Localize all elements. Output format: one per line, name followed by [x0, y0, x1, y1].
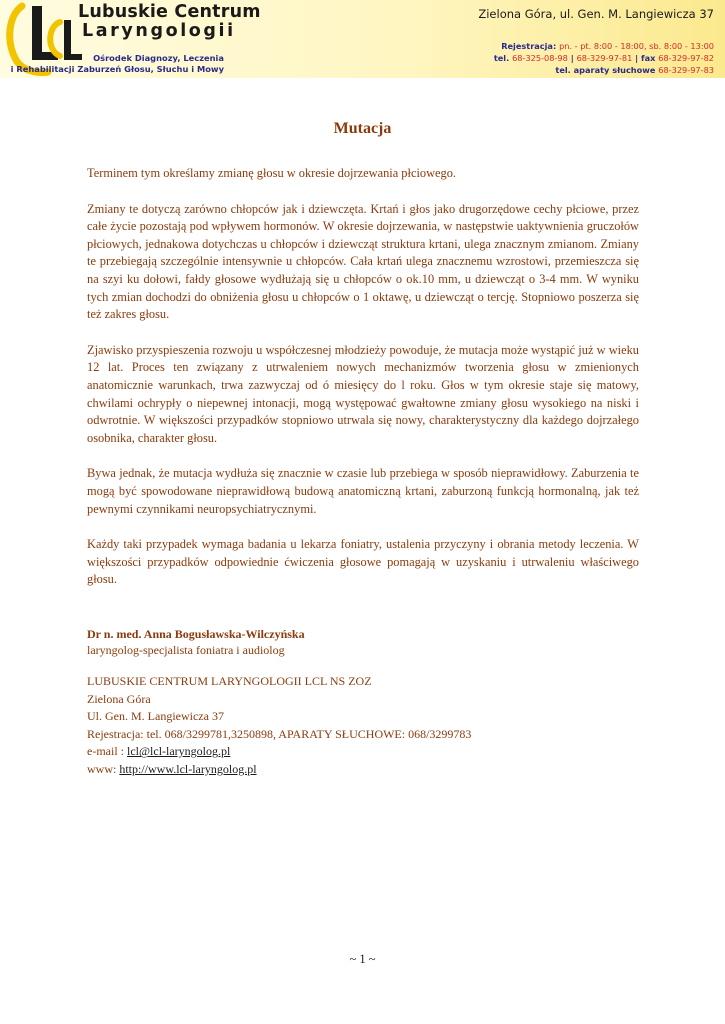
- contact-block: [87, 673, 647, 779]
- logo-description: [0, 53, 224, 75]
- registration-hours: pn. - pt. 8:00 - 18:00, sb. 8:00 - 13:00: [559, 41, 714, 51]
- hearing-aids-phone: 68-329-97-83: [658, 65, 714, 75]
- article-body: [87, 165, 639, 607]
- header-phones: [494, 53, 714, 63]
- phone-number: 68-325-08-98: [512, 53, 568, 63]
- www-label: www:: [87, 761, 120, 776]
- website-link[interactable]: http://www.lcl-laryngolog.pl: [119, 761, 257, 776]
- fax-number: 68-329-97-82: [658, 53, 714, 63]
- phone-separator: |: [570, 53, 574, 63]
- header-registration: [501, 41, 714, 51]
- registration-label: Rejestracja:: [501, 41, 557, 51]
- contact-www-line: [87, 761, 647, 779]
- author-name: Dr n. med. Anna Bogusławska-Wilczyńska: [87, 627, 305, 641]
- contact-city: Zielona Góra: [87, 691, 151, 706]
- logo-title: Lubuskie Centrum: [78, 2, 261, 22]
- header-hearing-aids: [555, 65, 714, 75]
- fax-label: | fax: [635, 53, 656, 63]
- paragraph: Zmiany te dotyczą zarówno chłopców jak i dziewczęta. Krtań i głos jako drugorzędowe cechy płciowe, przez całe życie pozostają pod wpływem hormonów. W okresie dojrzewania, w następstwie uaktywnienia gruczołów płciowych, jednakowa dotychczas u chłopców i dziewcząt struktura krtani, ulega znacznym zmianom. Zmiany te przebiegają szczególnie intensywnie u chłopców. Cała krtań ulega znacznemu wzrostowi, przemieszcza się na szyi ku dołowi, fałdy głosowe wydłużają się u chłopców o ok.10 mm, u dziewcząt o 3-4 mm. W wyniku tych zmian dochodzi do obniżenia głosu u chłopców o 1 oktawę, u dziewcząt o tercję. Stopniowo poszerza się też zakres głosu.: [87, 201, 639, 322]
- paragraph: Zjawisko przyspieszenia rozwoju u współczesnej młodzieży powoduje, że mutacja może wystąpić już w wieku 12 lat. Proces ten związany z utrwaleniem nowych mechanizmów tworzenia głosu w zmienionych anatomicznie warunkach, trwa zazwyczaj od ó miesięcy do l roku. Głos w tym okresie staje się matowy, chwilami ochrypły o niepewnej intonacji, mogą występować gwałtowne zmiany głosu wysokiego na niski i odwrotnie. W większości przypadków stopniowo utrwala się nowy, charakterystyczny dla każdego dojrzałego osobnika, charakter głosu.: [87, 342, 639, 445]
- contact-email-line: [87, 743, 647, 761]
- paragraph: Terminem tym określamy zmianę głosu w okresie dojrzewania płciowego.: [87, 166, 457, 180]
- email-label: e-mail :: [87, 744, 127, 759]
- contact-registration: Rejestracja: tel. 068/3299781,3250898, APARATY SŁUCHOWE: 068/3299783: [87, 726, 472, 741]
- contact-street: Ul. Gen. M. Langiewicza 37: [87, 709, 224, 724]
- logo-desc-line: Ośrodek Diagnozy, Leczenia: [93, 53, 224, 63]
- contact-org: LUBUSKIE CENTRUM LARYNGOLOGII LCL NS ZOZ: [87, 674, 372, 688]
- paragraph: Bywa jednak, że mutacja wydłuża się znacznie w czasie lub przebiega w sposób nieprawidłowy. Zaburzenia te mogą być spowodowane nieprawidłową budową anatomiczną krtani, zaburzoną funkcją hormonalną, jak też pewnymi czynnikami neuropsychiatrycznymi.: [87, 466, 639, 516]
- logo-desc-line: i Rehabilitacji Zaburzeń Głosu, Słuchu i Mowy: [10, 64, 224, 74]
- letterhead: [0, 0, 725, 78]
- logo-subtitle: Laryngologii: [82, 21, 236, 41]
- signature: [87, 626, 639, 658]
- header-address: Zielona Góra, ul. Gen. M. Langiewicza 37: [478, 7, 714, 21]
- hearing-aids-label: tel. aparaty słuchowe: [555, 65, 656, 75]
- phone-label: tel.: [493, 53, 510, 63]
- author-role: laryngolog-specjalista foniatra i audiolog: [87, 643, 285, 657]
- phone-number: 68-329-97-81: [576, 53, 633, 63]
- page-title: Mutacja: [333, 120, 392, 137]
- paragraph: Każdy taki przypadek wymaga badania u lekarza foniatry, ustalenia przyczyny i obrania metody leczenia. W większości przypadków odpowiednie ćwiczenia głosowe pomagają w uzyskaniu i utrwaleniu właściwego głosu.: [87, 537, 639, 587]
- email-link[interactable]: lcl@lcl-laryngolog.pl: [126, 744, 231, 759]
- page-number: ~ 1 ~: [349, 952, 376, 966]
